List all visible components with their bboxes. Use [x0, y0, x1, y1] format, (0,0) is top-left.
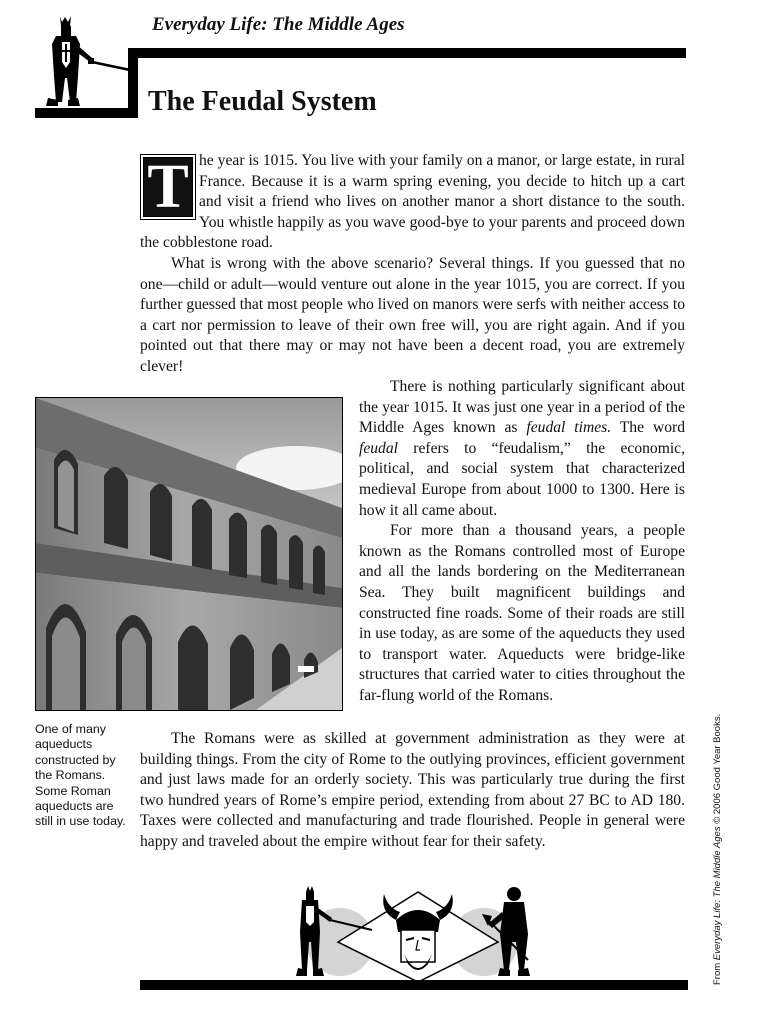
bottom-illustration: [288, 882, 548, 982]
credit-book-title: Everyday Life: The Middle Ages: [712, 826, 723, 961]
paragraph-3-text-a: There is nothing particularly significant about the year 1015. It was just one year in a period of the Middle Ages known as: [359, 378, 685, 437]
photo-caption: One of many aqueducts constructed by the Romans. Some Roman aqueducts are still in use today.: [35, 722, 126, 829]
credit-suffix: © 2006 Good Year Books.: [712, 713, 723, 827]
intro-column: [140, 151, 685, 378]
paragraph-4: For more than a thousand years, a people known as the Romans controlled most of Europe and all the lands bordering on the Mediterranean Sea. They built magnificent buildings and constructed fine roads. Some of their roads are still in use today, as are some of the aqueducts they used to transport water. Aqueducts were bridge-like structures that carried water to cities throughout the far-flung world of the Romans.: [359, 522, 685, 704]
term-feudal: feudal: [359, 439, 398, 457]
page-title: The Feudal System: [148, 86, 377, 117]
copyright-credit: [712, 714, 723, 985]
paragraph-3-text-c: refers to “feudalism,” the economic, political, and social system that characterized medieval Europe from about 1000 to 1300. Here is how it all came about.: [359, 439, 685, 519]
paragraph-1-text: he year is 1015. You live with your family on a manor, or large estate, in rural France. Because it is a warm spring evening, you decide to hitch up a cart and visit a friend who lives on another manor a short distance to the south. You whistle happily as you wave good-bye to your parents and proceed down the cobblestone road.: [140, 152, 685, 252]
right-column: [359, 377, 685, 707]
series-title: Everyday Life: The Middle Ages: [152, 14, 405, 35]
bottom-column: [140, 729, 685, 853]
paragraph-3-text-b: The word: [611, 419, 685, 437]
paragraph-1: [140, 151, 685, 254]
aqueduct-image: [36, 398, 342, 710]
paragraph-5: The Romans were as skilled at government administration as they were at building things. From the city of Rome to the outlying provinces, efficient government and just laws made for an orderly society. This was particularly true during the first two hundred years of Rome’s empire period, extending from about 27 BC to AD 180. Taxes were collected and manufacturing and trade flourished. People in general were happy and traveled about the empire without fear for their safety.: [140, 730, 685, 850]
drop-cap: T: [143, 157, 193, 217]
credit-prefix: From: [712, 960, 723, 985]
header-rule: [128, 48, 686, 58]
paragraph-2: What is wrong with the above scenario? Several things. If you guessed that no one—child or adult—would venture out alone in the year 1015, you are correct. If you further guessed that most people who lived on manors were serfs with neither access to a cart nor permission to leave of their own free will, you are right again. And if you pointed out that there may or may not have been a decent road, you are extremely clever!: [140, 254, 685, 375]
footer-rule: [140, 980, 688, 990]
aqueduct-photo: [35, 397, 343, 711]
term-feudal-times: feudal times.: [526, 419, 612, 437]
paragraph-3: [359, 377, 685, 521]
knight-illustration: [40, 14, 132, 110]
